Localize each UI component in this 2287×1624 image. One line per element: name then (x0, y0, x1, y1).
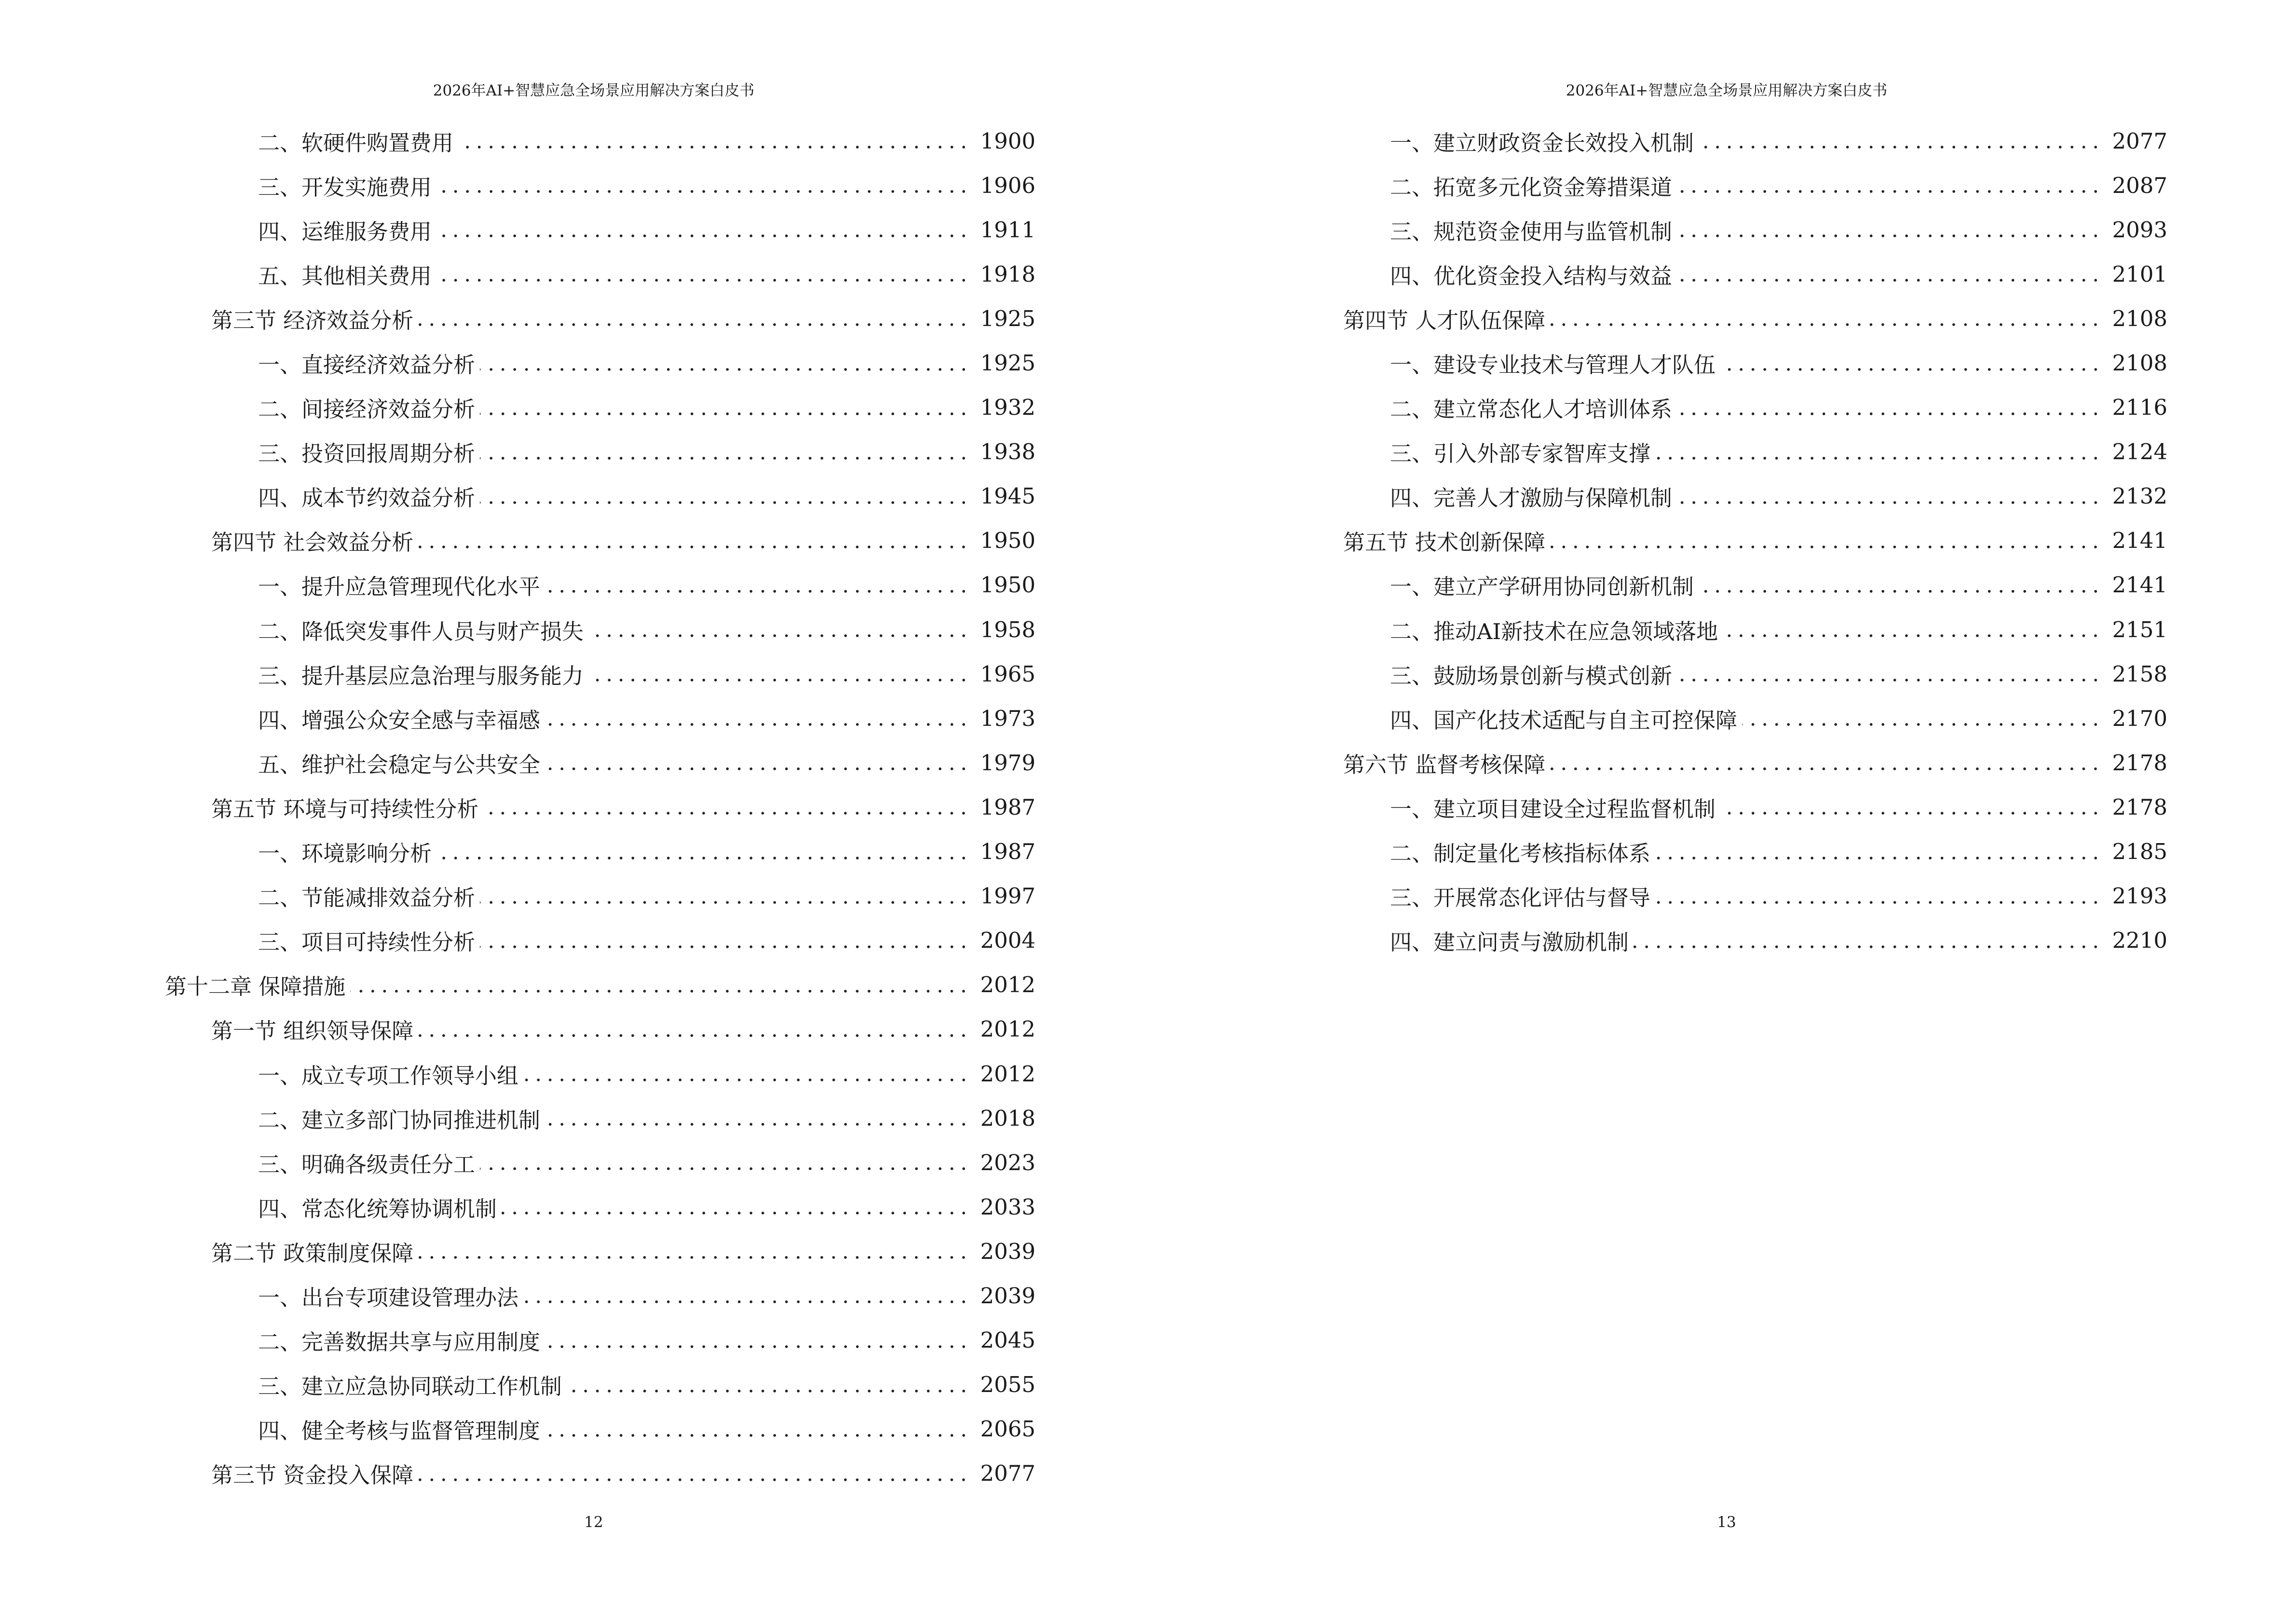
toc-entry-title: 四、增强公众安全感与幸福感 (258, 707, 541, 733)
toc-entry-section[interactable] (165, 785, 1035, 829)
toc-entry-page: 1945 (980, 483, 1035, 509)
toc-list (165, 119, 1035, 1496)
dot-leader (436, 856, 969, 860)
dot-leader (480, 412, 969, 416)
toc-entry-title: 四、健全考核与监督管理制度 (258, 1418, 541, 1444)
dot-leader (1550, 323, 2101, 327)
toc-entry-item[interactable] (165, 1051, 1035, 1096)
toc-entry-title: 第十二章 保障措施 (165, 974, 346, 1000)
toc-entry-item[interactable] (165, 119, 1035, 163)
toc-entry-page: 2087 (2112, 172, 2167, 198)
dot-leader (1655, 901, 2101, 904)
page-number: 12 (584, 1514, 603, 1531)
toc-entry-page: 2018 (980, 1105, 1035, 1131)
toc-entry-page: 2023 (980, 1149, 1035, 1175)
toc-entry-item[interactable] (1343, 652, 2167, 696)
toc-entry-title: 三、明确各级责任分工 (258, 1151, 476, 1177)
toc-entry-item[interactable] (165, 563, 1035, 607)
toc-entry-item[interactable] (165, 474, 1035, 519)
toc-entry-section[interactable] (165, 296, 1035, 341)
toc-entry-page: 1932 (980, 395, 1035, 421)
toc-entry-title: 五、维护社会稳定与公共安全 (258, 751, 541, 778)
toc-entry-title: 一、提升应急管理现代化水平 (258, 574, 541, 600)
toc-entry-title: 一、出台专项建设管理办法 (258, 1284, 519, 1310)
dot-leader (588, 634, 969, 638)
dot-leader (436, 190, 969, 193)
running-header: 2026年AI+智慧应急全场景应用解决方案白皮书 (433, 82, 755, 99)
toc-entry-title: 三、项目可持续性分析 (258, 929, 476, 955)
toc-entry-item[interactable] (165, 1318, 1035, 1363)
toc-entry-item[interactable] (165, 1140, 1035, 1185)
toc-entry-title: 五、其他相关费用 (258, 263, 432, 289)
toc-list (1343, 119, 2167, 963)
toc-entry-page: 2093 (2112, 217, 2167, 243)
toc-entry-title: 二、降低突发事件人员与财产损失 (258, 618, 584, 644)
toc-entry-item[interactable] (1343, 874, 2167, 918)
toc-entry-page: 2178 (2112, 750, 2167, 776)
toc-entry-page: 2012 (980, 972, 1035, 998)
toc-entry-title: 一、建设专业技术与管理人才队伍 (1390, 352, 1716, 378)
toc-entry-title: 三、投资回报周期分析 (258, 441, 476, 467)
toc-entry-item[interactable] (165, 740, 1035, 785)
toc-entry-page: 2124 (2112, 439, 2167, 465)
toc-entry-title: 二、软硬件购置费用 (258, 130, 454, 156)
toc-entry-item[interactable] (1343, 430, 2167, 474)
toc-entry-title: 二、建立常态化人才培训体系 (1390, 396, 1673, 423)
toc-entry-title: 四、运维服务费用 (258, 218, 432, 245)
dot-leader (436, 234, 969, 238)
toc-entry-section[interactable] (1343, 519, 2167, 563)
toc-entry-item[interactable] (165, 918, 1035, 963)
dot-leader (545, 1122, 969, 1126)
toc-entry-title: 一、直接经济效益分析 (258, 352, 476, 378)
toc-entry-page: 2004 (980, 928, 1035, 954)
toc-entry-title: 第三节 资金投入保障 (211, 1462, 414, 1488)
toc-entry-title: 一、建立财政资金长效投入机制 (1390, 130, 1694, 156)
dot-leader (436, 278, 969, 282)
toc-entry-page: 1987 (980, 794, 1035, 820)
running-header: 2026年AI+智慧应急全场景应用解决方案白皮书 (1566, 82, 1888, 99)
toc-entry-item[interactable] (165, 1363, 1035, 1407)
toc-entry-item[interactable] (1343, 563, 2167, 607)
dot-leader (1550, 545, 2101, 549)
toc-entry-title: 三、开展常态化评估与督导 (1390, 885, 1651, 911)
toc-entry-title: 一、环境影响分析 (258, 841, 432, 867)
dot-leader (545, 767, 969, 771)
toc-entry-item[interactable] (165, 341, 1035, 385)
dot-leader (480, 456, 969, 460)
dot-leader (1634, 945, 2101, 949)
toc-entry-title: 一、建立产学研用协同创新机制 (1390, 574, 1694, 600)
toc-entry-title: 第三节 经济效益分析 (211, 307, 414, 333)
toc-entry-item[interactable] (1343, 607, 2167, 652)
dot-leader (1723, 634, 2101, 638)
toc-entry-page: 1906 (980, 172, 1035, 198)
toc-entry-title: 第六节 监督考核保障 (1343, 751, 1546, 778)
toc-entry-page: 2210 (2112, 928, 2167, 954)
toc-entry-chapter[interactable] (165, 963, 1035, 1007)
toc-entry-item[interactable] (1343, 385, 2167, 430)
toc-entry-page: 1979 (980, 750, 1035, 776)
toc-entry-title: 四、建立问责与激励机制 (1390, 929, 1629, 955)
toc-entry-page: 2170 (2112, 705, 2167, 731)
toc-entry-item[interactable] (1343, 252, 2167, 296)
toc-entry-section[interactable] (165, 519, 1035, 563)
toc-entry-page: 2077 (2112, 128, 2167, 154)
toc-entry-section[interactable] (1343, 296, 2167, 341)
toc-entry-section[interactable] (165, 1451, 1035, 1496)
toc-entry-page: 2158 (2112, 661, 2167, 687)
toc-entry-page: 2108 (2112, 305, 2167, 331)
toc-entry-page: 1900 (980, 128, 1035, 154)
dot-leader (480, 368, 969, 371)
toc-entry-page: 2108 (2112, 350, 2167, 376)
toc-entry-item[interactable] (165, 607, 1035, 652)
toc-entry-title: 第四节 社会效益分析 (211, 530, 414, 556)
toc-entry-page: 2151 (2112, 616, 2167, 642)
toc-entry-page: 1973 (980, 705, 1035, 731)
toc-entry-title: 三、提升基层应急治理与服务能力 (258, 663, 584, 689)
toc-entry-page: 2077 (980, 1460, 1035, 1487)
toc-entry-title: 二、间接经济效益分析 (258, 396, 476, 423)
toc-entry-section[interactable] (1343, 740, 2167, 785)
dot-leader (418, 1034, 969, 1037)
dot-leader (1677, 678, 2101, 682)
toc-entry-page: 2178 (2112, 794, 2167, 820)
toc-entry-page: 1997 (980, 883, 1035, 909)
dot-leader (418, 545, 969, 549)
toc-entry-item[interactable] (1343, 119, 2167, 163)
toc-entry-title: 四、国产化技术适配与自主可控保障 (1390, 707, 1738, 733)
toc-entry-item[interactable] (165, 1096, 1035, 1140)
dot-leader (1742, 723, 2101, 726)
toc-entry-title: 四、完善人才激励与保障机制 (1390, 485, 1673, 511)
dot-leader (480, 901, 969, 904)
dot-leader (588, 678, 969, 682)
toc-entry-title: 四、成本节约效益分析 (258, 485, 476, 511)
toc-entry-title: 第五节 技术创新保障 (1343, 530, 1546, 556)
toc-entry-item[interactable] (1343, 163, 2167, 207)
toc-entry-item[interactable] (165, 1407, 1035, 1451)
toc-entry-page: 2116 (2112, 395, 2167, 421)
toc-entry-page: 2045 (980, 1327, 1035, 1353)
dot-leader (545, 723, 969, 726)
dot-leader (1655, 456, 2101, 460)
toc-entry-page: 2055 (980, 1372, 1035, 1398)
toc-entry-title: 二、拓宽多元化资金筹措渠道 (1390, 174, 1673, 200)
dot-leader (545, 589, 969, 593)
toc-entry-item[interactable] (1343, 830, 2167, 874)
toc-entry-item[interactable] (165, 385, 1035, 430)
dot-leader (480, 501, 969, 505)
dot-leader (458, 145, 969, 149)
dot-leader (1699, 589, 2101, 593)
dot-leader (480, 1167, 969, 1171)
toc-entry-item[interactable] (165, 652, 1035, 696)
toc-entry-item[interactable] (165, 1185, 1035, 1229)
dot-leader (1699, 145, 2101, 149)
dot-leader (483, 811, 969, 815)
toc-entry-page: 1950 (980, 528, 1035, 554)
toc-entry-item[interactable] (1343, 207, 2167, 252)
toc-entry-page: 1958 (980, 616, 1035, 642)
toc-entry-page: 2033 (980, 1194, 1035, 1220)
toc-entry-item[interactable] (165, 163, 1035, 207)
dot-leader (1655, 856, 2101, 860)
toc-entry-title: 三、规范资金使用与监管机制 (1390, 218, 1673, 245)
toc-entry-title: 四、优化资金投入结构与效益 (1390, 263, 1673, 289)
toc-entry-item[interactable] (165, 696, 1035, 740)
dot-leader (350, 989, 969, 993)
toc-entry-page: 1911 (980, 217, 1035, 243)
toc-entry-item[interactable] (1343, 341, 2167, 385)
toc-entry-page: 2193 (2112, 883, 2167, 909)
toc-entry-title: 第二节 政策制度保障 (211, 1240, 414, 1266)
toc-entry-page: 2141 (2112, 572, 2167, 598)
toc-entry-page: 2065 (980, 1416, 1035, 1442)
toc-entry-page: 1918 (980, 261, 1035, 287)
toc-entry-page: 1987 (980, 839, 1035, 865)
dot-leader (1677, 190, 2101, 193)
toc-entry-title: 第五节 环境与可持续性分析 (211, 796, 479, 822)
toc-entry-item[interactable] (1343, 474, 2167, 519)
toc-entry-item[interactable] (165, 874, 1035, 918)
dot-leader (523, 1300, 969, 1304)
toc-entry-page: 1950 (980, 572, 1035, 598)
toc-entry-title: 四、常态化统筹协调机制 (258, 1196, 497, 1222)
dot-leader (545, 1345, 969, 1349)
toc-entry-title: 一、成立专项工作领导小组 (258, 1063, 519, 1089)
toc-entry-page: 1965 (980, 661, 1035, 687)
toc-entry-title: 二、推动AI新技术在应急领域落地 (1390, 618, 1718, 644)
dot-leader (1677, 501, 2101, 505)
toc-entry-title: 三、鼓励场景创新与模式创新 (1390, 663, 1673, 689)
dot-leader (502, 1211, 969, 1215)
toc-entry-item[interactable] (1343, 918, 2167, 963)
dot-leader (1720, 811, 2101, 815)
toc-entry-item[interactable] (165, 430, 1035, 474)
toc-entry-section[interactable] (165, 1007, 1035, 1051)
toc-entry-title: 第四节 人才队伍保障 (1343, 307, 1546, 333)
toc-entry-title: 二、建立多部门协同推进机制 (258, 1107, 541, 1133)
toc-entry-page: 1925 (980, 350, 1035, 376)
toc-entry-item[interactable] (1343, 696, 2167, 740)
toc-entry-page: 2039 (980, 1283, 1035, 1309)
page-number: 13 (1717, 1514, 1736, 1531)
toc-entry-title: 二、节能减排效益分析 (258, 885, 476, 911)
toc-entry-title: 三、引入外部专家智库支撑 (1390, 441, 1651, 467)
toc-entry-item[interactable] (165, 252, 1035, 296)
toc-entry-title: 三、建立应急协同联动工作机制 (258, 1374, 562, 1400)
dot-leader (523, 1078, 969, 1082)
toc-entry-item[interactable] (1343, 785, 2167, 829)
toc-entry-page: 1938 (980, 439, 1035, 465)
dot-leader (418, 1256, 969, 1259)
toc-entry-page: 2132 (2112, 483, 2167, 509)
dot-leader (1677, 278, 2101, 282)
dot-leader (545, 1433, 969, 1437)
toc-entry-title: 第一节 组织领导保障 (211, 1018, 414, 1044)
toc-entry-page: 2039 (980, 1238, 1035, 1264)
toc-entry-title: 二、完善数据共享与应用制度 (258, 1329, 541, 1355)
toc-entry-title: 二、制定量化考核指标体系 (1390, 841, 1651, 867)
dot-leader (1677, 234, 2101, 238)
dot-leader (418, 1478, 969, 1482)
dot-leader (418, 323, 969, 327)
toc-entry-item[interactable] (165, 1273, 1035, 1318)
dot-leader (1677, 412, 2101, 416)
toc-entry-page: 2141 (2112, 528, 2167, 554)
toc-entry-title: 三、开发实施费用 (258, 174, 432, 200)
toc-entry-title: 一、建立项目建设全过程监督机制 (1390, 796, 1716, 822)
toc-entry-item[interactable] (165, 830, 1035, 874)
dot-leader (1550, 767, 2101, 771)
toc-entry-page: 2101 (2112, 261, 2167, 287)
toc-entry-page: 1925 (980, 305, 1035, 331)
dot-leader (1720, 368, 2101, 371)
toc-page-right (1144, 0, 2287, 1624)
dot-leader (567, 1389, 969, 1393)
toc-entry-item[interactable] (165, 207, 1035, 252)
toc-entry-page: 2185 (2112, 839, 2167, 865)
toc-entry-page: 2012 (980, 1061, 1035, 1087)
dot-leader (480, 945, 969, 949)
toc-entry-section[interactable] (165, 1229, 1035, 1273)
toc-entry-page: 2012 (980, 1016, 1035, 1042)
